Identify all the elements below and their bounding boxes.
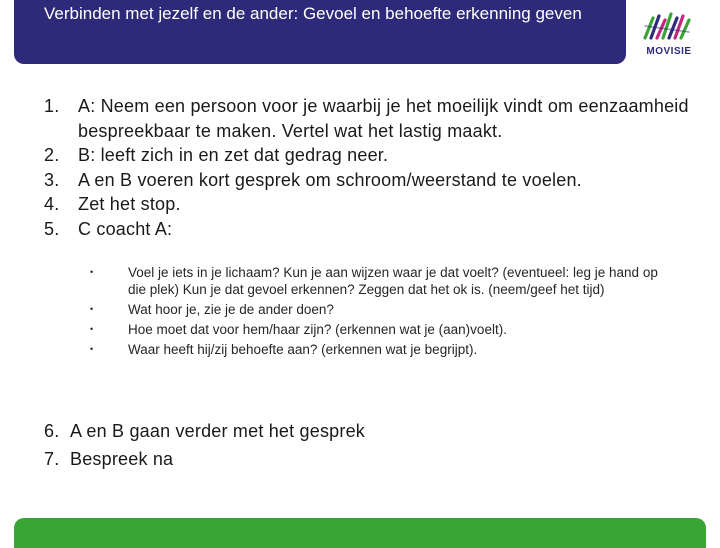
list-text: A: Neem een persoon voor je waarbij je het moeilijk vindt om eenzaamheid bespreekbaar te maken. Vertel wat het lastig maakt. [78, 96, 689, 141]
list-number: 4. [44, 194, 60, 214]
footer-bar [14, 518, 706, 548]
list-number: 1. [44, 96, 60, 116]
list-number: 6. [44, 421, 60, 441]
movisie-logo [641, 8, 693, 62]
bullet-icon: • [90, 267, 94, 277]
list-item [44, 217, 694, 242]
coaching-questions-list [90, 264, 670, 361]
list-text: A en B gaan verder met het gesprek [70, 421, 365, 441]
list-item [44, 143, 694, 168]
logo-text: MOVISIE [646, 46, 692, 57]
bullet-text: Waar heeft hij/zij behoefte aan? (erkennen wat je begrijpt). [128, 342, 478, 357]
followup-list [44, 417, 644, 473]
bullet-item [90, 301, 670, 318]
bullet-item [90, 264, 670, 298]
list-item [44, 445, 644, 473]
bullet-text: Voel je iets in je lichaam? Kun je aan wijzen waar je dat voelt? (eventueel: leg je hand op die plek) Kun je dat gevoel erkennen? Zeggen dat het ok is. (neem/geef het tijd) [128, 265, 658, 297]
list-text: A en B voeren kort gesprek om schroom/weerstand te voelen. [78, 169, 582, 190]
bullet-item [90, 321, 670, 338]
bullet-text: Hoe moet dat voor hem/haar zijn? (erkennen wat je (aan)voelt). [128, 322, 507, 337]
bullet-icon: • [90, 324, 94, 334]
bullet-item [90, 341, 670, 358]
bullet-icon: • [90, 304, 94, 314]
list-number: 5. [44, 218, 60, 239]
list-text: Bespreek na [70, 449, 174, 469]
list-text: B: leeft zich in en zet dat gedrag neer. [78, 145, 389, 165]
logo-mark-icon [641, 8, 693, 46]
list-item [44, 192, 694, 217]
instruction-list [44, 94, 694, 241]
list-number: 2. [44, 145, 60, 165]
list-item [44, 168, 694, 193]
bullet-text: Wat hoor je, zie je de ander doen? [128, 302, 334, 317]
list-item [44, 94, 694, 143]
list-text: C coacht A: [78, 218, 173, 239]
list-number: 7. [44, 449, 60, 469]
list-item [44, 417, 644, 445]
bullet-icon: • [90, 344, 94, 354]
slide-title: Verbinden met jezelf en de ander: Gevoel en behoefte erkenning geven [44, 4, 582, 23]
list-text: Zet het stop. [78, 194, 181, 214]
list-number: 3. [44, 169, 60, 190]
